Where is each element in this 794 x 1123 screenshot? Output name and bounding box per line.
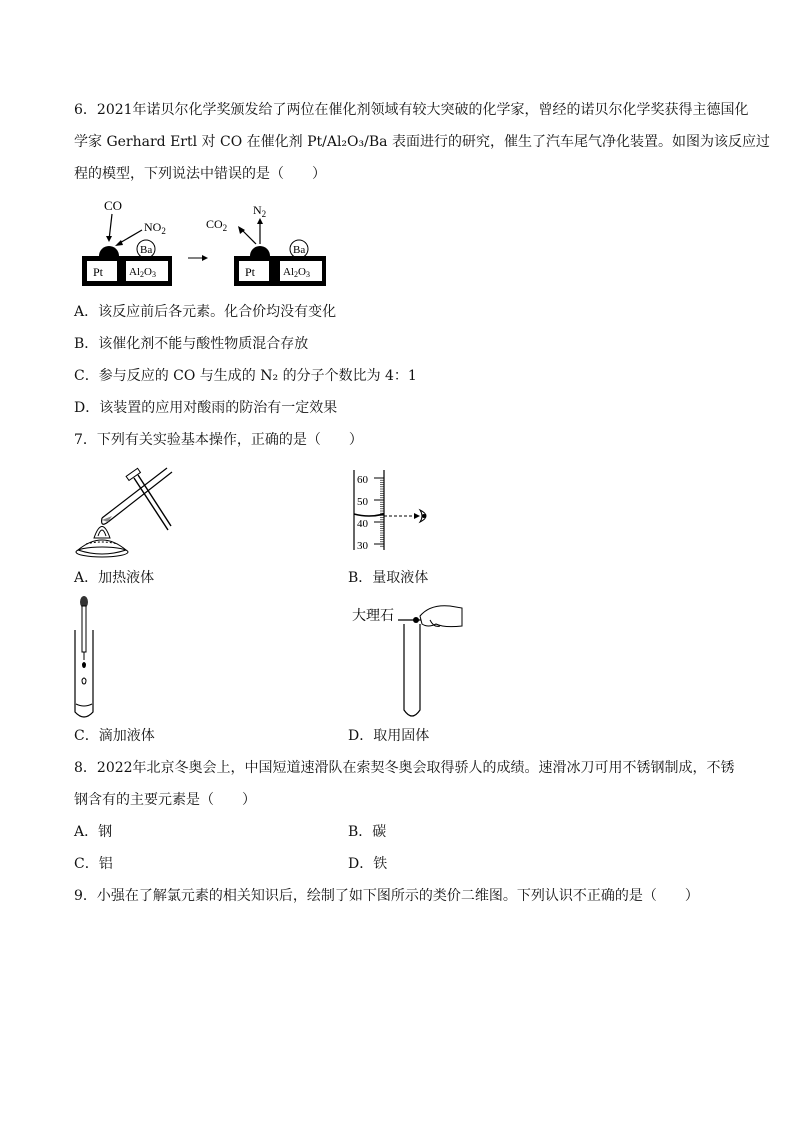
cylinder-tick-60: 60 xyxy=(357,474,368,486)
q8-stem-line1: 8．2022年北京冬奥会上，中国短道速滑队在索契冬奥会取得骄人的成绩。速滑冰刀可用不锈钢制成，不锈 xyxy=(74,760,735,776)
dropping-liquid-figure xyxy=(72,596,102,722)
catalyst-before-model xyxy=(82,198,172,286)
q6-option-c[interactable]: C．参与反应的 CO 与生成的 N₂ 的分子个数比为 4：1 xyxy=(74,368,417,384)
catalyst-after-model xyxy=(206,203,326,286)
q6-option-a[interactable]: A．该反应前后各元素。化合价均没有变化 xyxy=(74,304,337,320)
marble-label: 大理石 xyxy=(352,609,394,624)
q9-stem: 9．小强在了解氯元素的相关知识后，绘制了如下图所示的类价二维图。下列认识不正确的是（ ） xyxy=(74,888,699,904)
pt-label-right: Pt xyxy=(245,265,256,279)
q6-stem-line3: 程的模型，下列说法中错误的是（ ） xyxy=(74,166,326,182)
co-label: CO xyxy=(104,198,123,213)
ba-label-right: Ba xyxy=(293,244,306,256)
q7-option-b[interactable]: B．量取液体 xyxy=(348,570,429,586)
measuring-cylinder-figure xyxy=(340,464,440,556)
co2-label: $CO_2$ xyxy=(206,217,228,233)
ba-label: Ba xyxy=(140,244,153,256)
q8-option-a[interactable]: A．钢 xyxy=(74,824,113,840)
no2-label: $NO_2$ xyxy=(144,220,166,236)
al2o3-label-right: Al2O3 xyxy=(283,266,310,279)
q8-option-d[interactable]: D．铁 xyxy=(348,856,388,872)
q8-option-b[interactable]: B．碳 xyxy=(348,824,387,840)
cylinder-tick-40: 40 xyxy=(357,518,368,530)
q7-option-a[interactable]: A．加热液体 xyxy=(74,570,155,586)
q6-stem-line1: 6．2021年诺贝尔化学奖颁发给了两位在催化剂领域有较大突破的化学家，曾经的诺贝尔化学奖获得主德国化 xyxy=(74,102,749,118)
q8-option-c[interactable]: C．铝 xyxy=(74,856,113,872)
pt-label: Pt xyxy=(93,265,104,279)
q8-stem-line2: 钢含有的主要元素是（ ） xyxy=(74,792,256,808)
q7-stem: 7．下列有关实验基本操作，正确的是（ ） xyxy=(74,432,363,448)
adding-solid-figure xyxy=(350,598,465,722)
cylinder-tick-30: 30 xyxy=(357,540,368,552)
heating-liquid-figure xyxy=(72,460,182,560)
adsorbed-molecule-dot xyxy=(99,246,119,256)
al2o3-label: Al2O3 xyxy=(129,266,156,279)
q7-option-c[interactable]: C．滴加液体 xyxy=(74,728,155,744)
q6-option-d[interactable]: D．该装置的应用对酸雨的防治有一定效果 xyxy=(74,400,338,416)
q7-option-d[interactable]: D．取用固体 xyxy=(348,728,430,744)
cylinder-tick-50: 50 xyxy=(357,496,368,508)
q6-stem-line2: 学家 Gerhard Ertl 对 CO 在催化剂 Pt/Al₂O₃/Ba 表面进行的研究，催生了汽车尾气净化装置。如图为该反应过 xyxy=(74,134,770,150)
n2-label: $N_2$ xyxy=(253,203,267,219)
q6-option-b[interactable]: B．该催化剂不能与酸性物质混合存放 xyxy=(74,336,309,352)
catalyst-reaction-diagram xyxy=(78,196,338,292)
